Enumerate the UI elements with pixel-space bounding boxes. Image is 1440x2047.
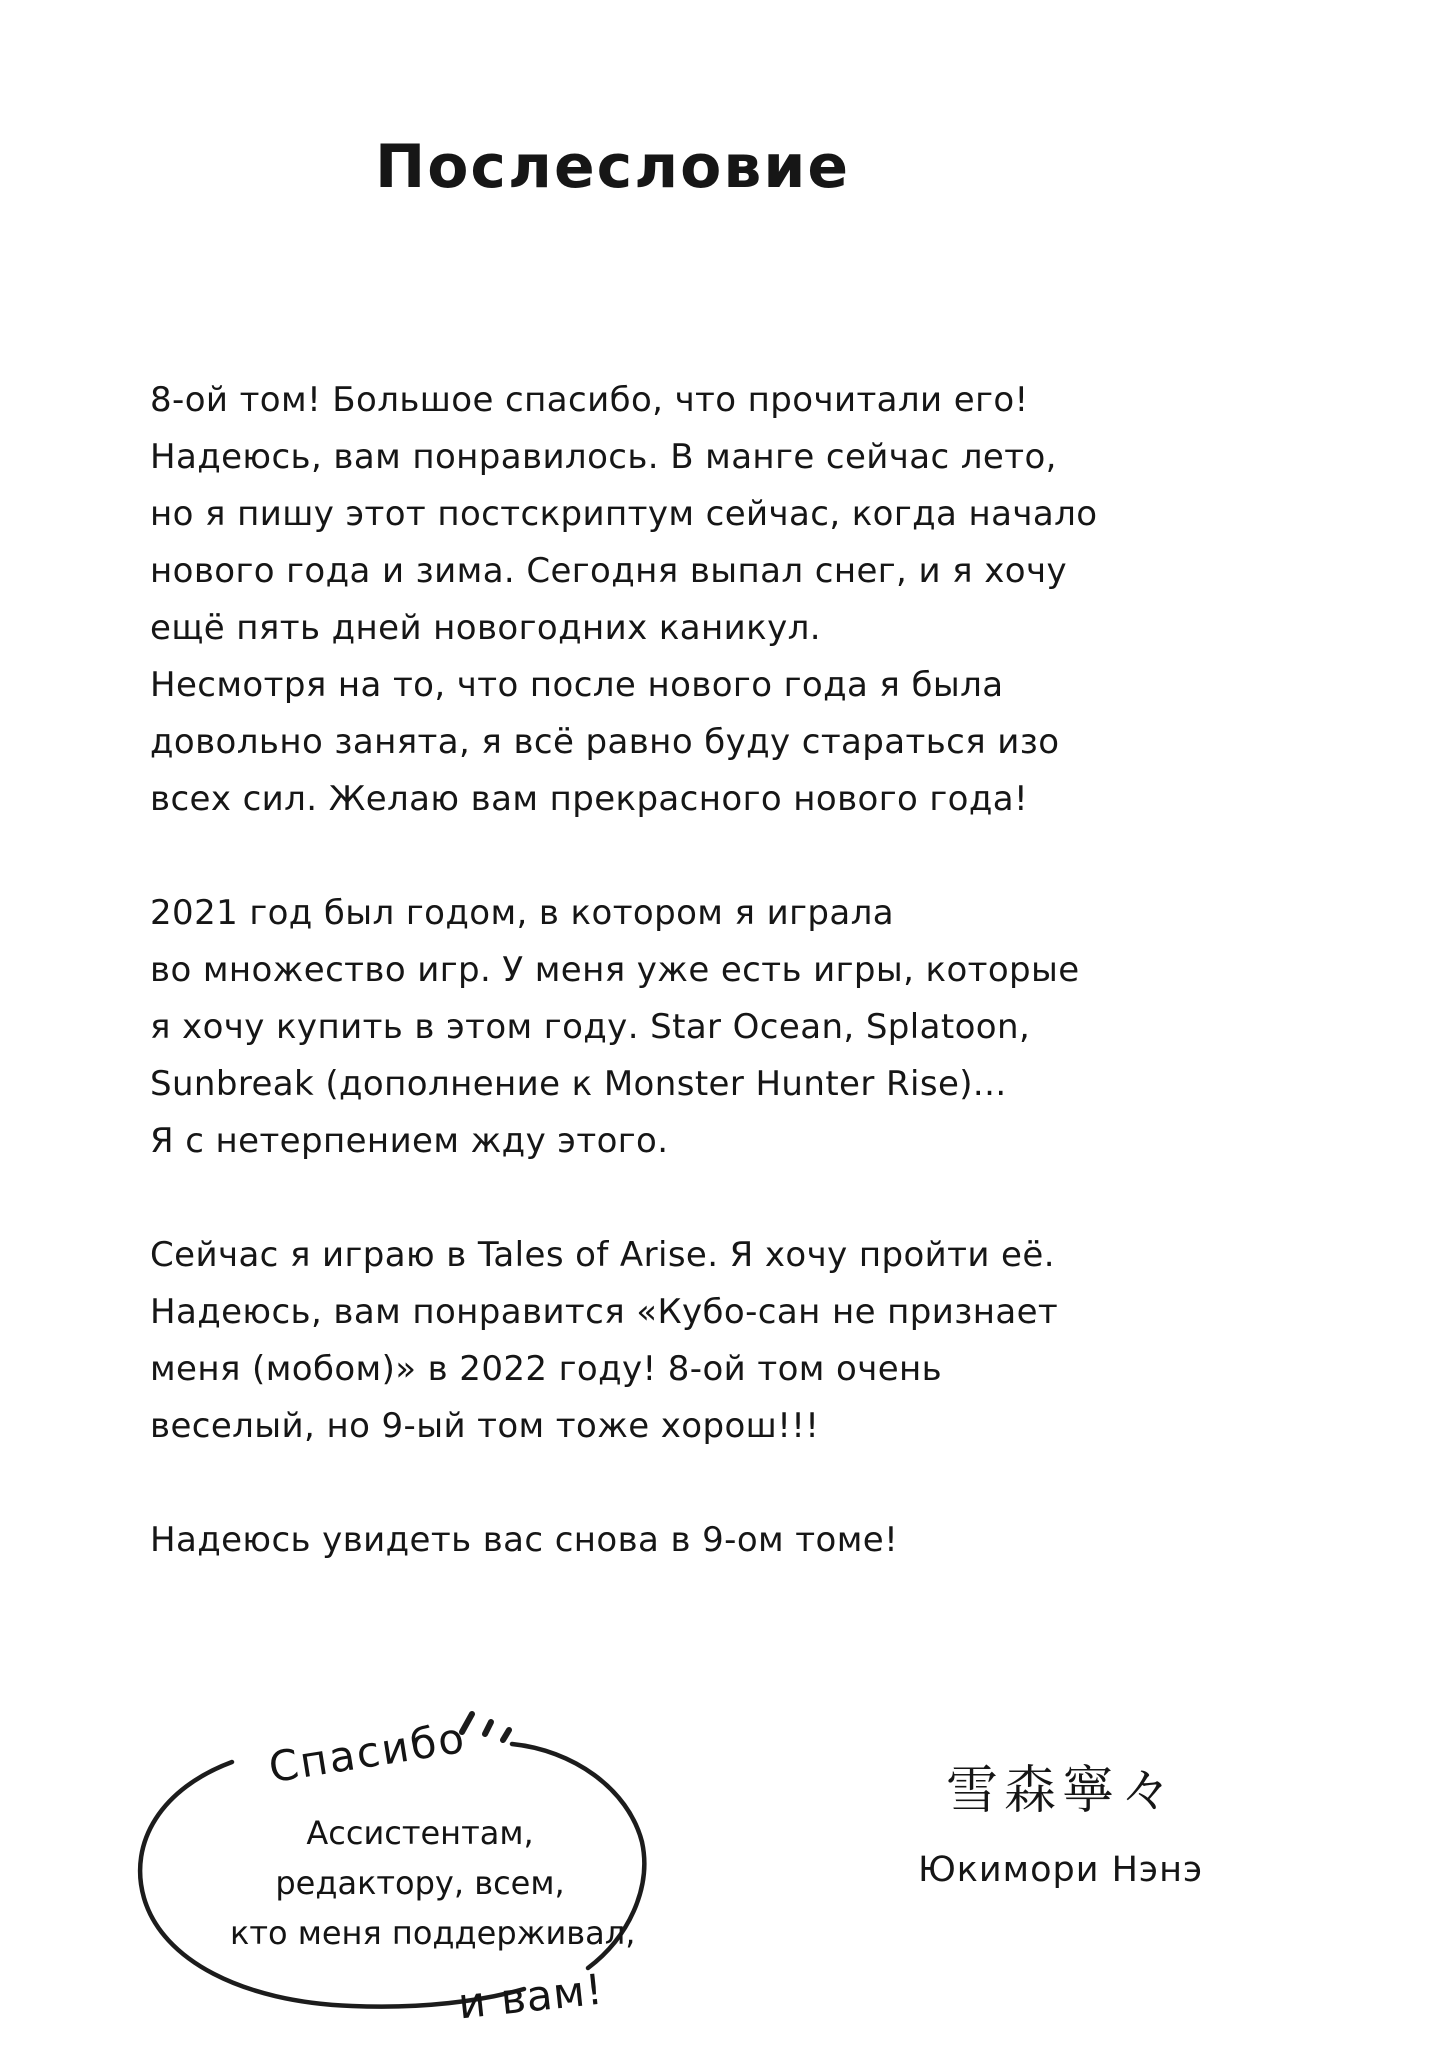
text-line: Я с нетерпением жду этого.	[150, 1121, 669, 1161]
paragraph-1	[150, 372, 1110, 828]
text-line: редактору, всем,	[275, 1864, 565, 1902]
text-line: кто меня поддерживал,	[230, 1914, 636, 1952]
text-line: Sunbreak (дополнение к Monster Hunter Rise)...	[150, 1064, 1007, 1104]
thanks-tail: и вам!	[455, 1964, 606, 2029]
text-line: Сейчас я играю в Tales of Arise. Я хочу пройти её.	[150, 1235, 1055, 1275]
text-line: Ассистентам,	[306, 1814, 534, 1852]
text-line: веселый, но 9-ый том тоже хорош!!!	[150, 1406, 820, 1446]
text-line: Надеюсь увидеть вас снова в 9-ом томе!	[150, 1520, 899, 1560]
text-line: меня (мобом)» в 2022 году! 8-ой том очень	[150, 1349, 943, 1389]
text-line: во множество игр. У меня уже есть игры, которые	[150, 950, 1080, 990]
text-line: Надеюсь, вам понравилось. В манге сейчас лето,	[150, 437, 1057, 477]
text-line: всех сил. Желаю вам прекрасного нового года!	[150, 779, 1029, 819]
page-title: Послесловие	[375, 132, 851, 202]
text-line: нового года и зима. Сегодня выпал снег, и я хочу	[150, 551, 1067, 591]
thanks-recipients	[230, 1808, 636, 1958]
text-line: 8-ой том! Большое спасибо, что прочитали его!	[150, 380, 1029, 420]
text-line: ещё пять дней новогодних каникул.	[150, 608, 821, 648]
author-signature	[918, 1762, 1218, 1890]
paragraph-2	[150, 885, 1110, 1170]
paragraph-4	[150, 1512, 1110, 1569]
text-line: я хочу купить в этом году. Star Ocean, Splatoon,	[150, 1007, 1031, 1047]
signature-japanese: 雪森寧々	[946, 1761, 1179, 1821]
text-line: довольно занята, я всё равно буду стараться изо	[150, 722, 1060, 762]
text-line: Несмотря на то, что после нового года я была	[150, 665, 1004, 705]
paragraph-3	[150, 1227, 1110, 1455]
text-line: 2021 год был годом, в котором я играла	[150, 893, 894, 933]
emphasis-dashes-icon	[462, 1714, 509, 1740]
text-line: но я пишу этот постскриптум сейчас, когда начало	[150, 494, 1098, 534]
signature-cyrillic: Юкимори Нэнэ	[918, 1850, 1204, 1890]
afterword-body	[150, 372, 1110, 1626]
text-line: Надеюсь, вам понравится «Кубо-сан не признает	[150, 1292, 1059, 1332]
thanks-heading: Спасибо	[265, 1712, 470, 1793]
thanks-note	[120, 1700, 680, 2047]
